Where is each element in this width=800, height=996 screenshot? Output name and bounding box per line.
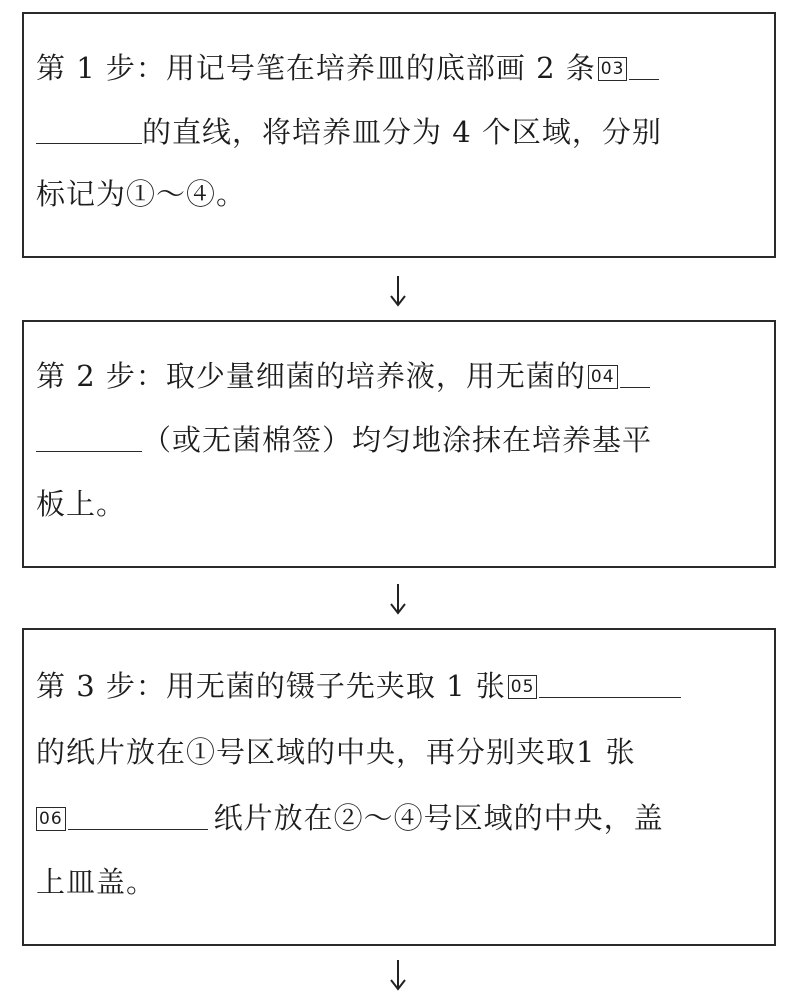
answer-blank-03b[interactable]: [36, 113, 142, 144]
step-3-line-3: [36, 786, 766, 850]
answer-number-05: 05: [508, 675, 538, 699]
step-1-line-1: [36, 36, 766, 100]
step-1-text-2: 的直线，将培养皿分为 4 个区域，分别: [142, 115, 662, 149]
down-arrow-icon: [386, 274, 410, 308]
step-3-text-4: 上皿盖。: [36, 865, 157, 899]
step-1-line-2: [36, 100, 766, 164]
step-2-text-2: （或无菌棉签）均匀地涂抹在培养基平: [142, 423, 653, 457]
step-3-line-1: [36, 654, 766, 718]
step-1-line-3: [36, 162, 766, 226]
step-3-text-3: 纸片放在②～④号区域的中央，盖: [213, 801, 664, 835]
step-2-text-3: 板上。: [36, 487, 127, 521]
answer-number-03: 03: [598, 57, 628, 81]
answer-number-06: 06: [36, 807, 66, 831]
step-3-line-4: [36, 850, 766, 914]
step-3-line-2: [36, 720, 766, 784]
down-arrow-icon: [386, 582, 410, 616]
step-3-text-1: 第 3 步：用无菌的镊子先夹取 1 张: [36, 669, 506, 703]
answer-blank-03a[interactable]: [629, 49, 659, 80]
step-3-box: [22, 628, 776, 946]
answer-blank-04b[interactable]: [36, 421, 142, 452]
step-1-box: [22, 12, 776, 258]
step-2-line-1: [36, 344, 766, 408]
step-3-text-2: 的纸片放在①号区域的中央，再分别夹取1 张: [36, 735, 636, 769]
answer-number-04: 04: [588, 365, 618, 389]
answer-blank-04a[interactable]: [620, 357, 650, 388]
step-2-text-1: 第 2 步：取少量细菌的培养液，用无菌的: [36, 359, 586, 393]
step-2-line-2: [36, 408, 766, 472]
step-2-box: [22, 320, 776, 568]
answer-blank-06[interactable]: [68, 799, 208, 830]
down-arrow-icon: [386, 958, 410, 992]
step-2-line-3: [36, 472, 766, 536]
step-1-text-3: 标记为①～④。: [36, 177, 247, 211]
step-1-text-1: 第 1 步：用记号笔在培养皿的底部画 2 条: [36, 51, 596, 85]
answer-blank-05[interactable]: [539, 667, 681, 698]
